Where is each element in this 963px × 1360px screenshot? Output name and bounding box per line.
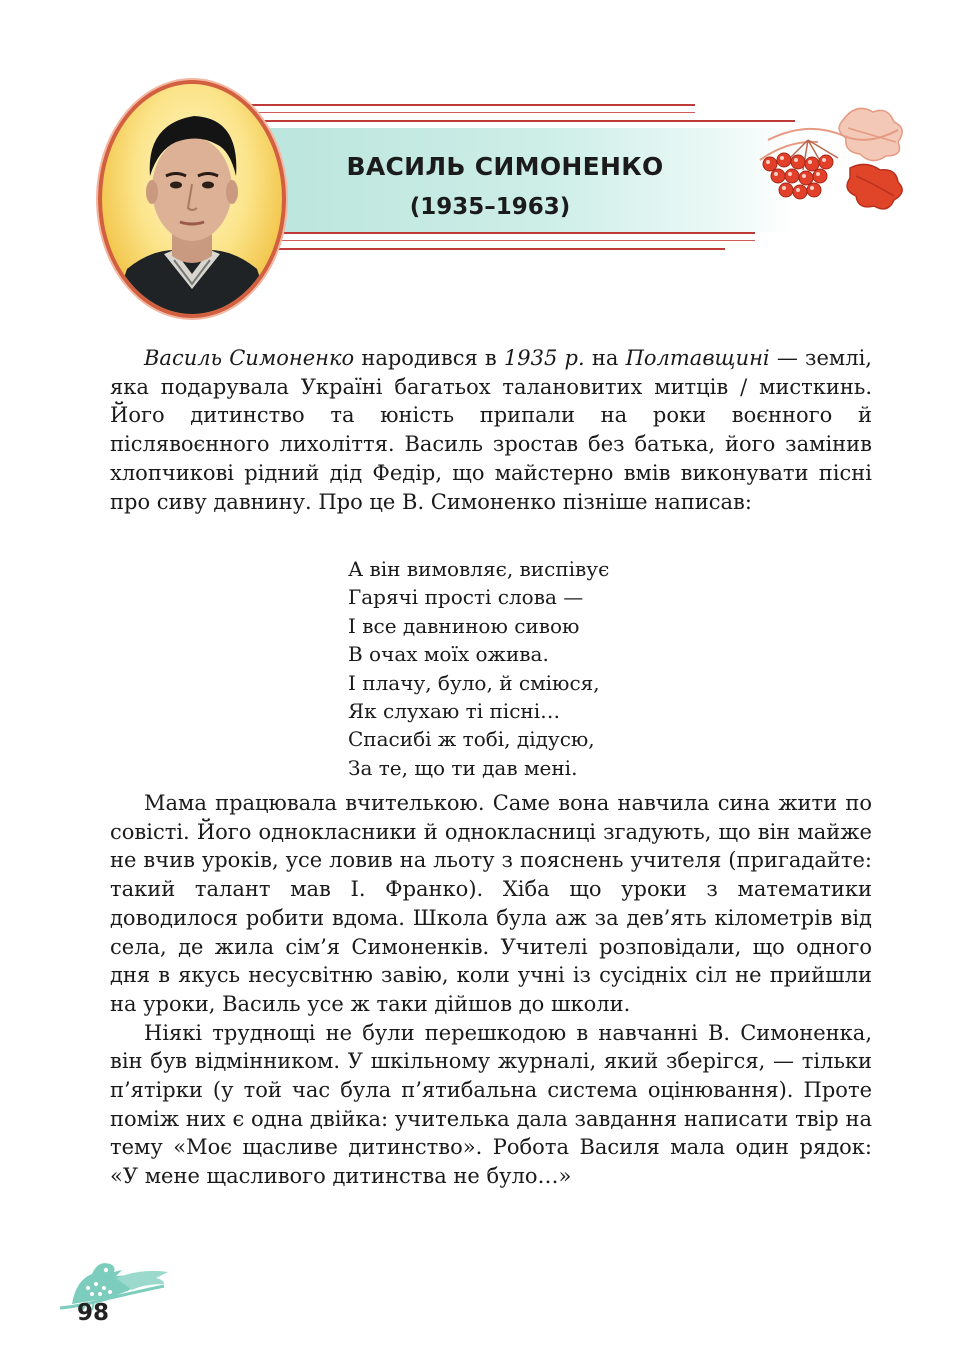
paragraph-1-text-b: на: [584, 346, 626, 370]
paragraph-1-text-a: народився в: [354, 346, 504, 370]
poem-line: А він вимовляє, виспівує: [348, 557, 610, 581]
author-years: (1935–1963): [409, 194, 571, 220]
poem-line: І плачу, було, й сміюся,: [348, 670, 600, 695]
author-name: ВАСИЛЬ СИМОНЕНКО: [346, 152, 664, 181]
chapter-header: [0, 0, 963, 330]
birth-place-italic: Полтавщині: [625, 346, 770, 370]
paragraph-2: Мама працювала вчителькою. Саме вона навчила сина жити по совісті. Його однокласники й однокласниці згадують, що він майже не вчив уроків, усе ловив на льоту з пояснень учителя (пригадайте: такий талант мав І. Франко). Хіба що уроки з математики доводилося робити вдома. Школа була аж за дев’ять кілометрів від села, де жила сім’я Симоненків. Учителі розповідали, що одного дня в якусь несусвітню завію, коли учні із сусідніх сіл не прийшли на уроки, Василь усе ж таки дійшов до школи.: [110, 791, 872, 1016]
header-line-top-3: [235, 120, 795, 122]
page-number: 98: [77, 1300, 110, 1326]
paragraph-intro: [110, 344, 872, 516]
poem-line: Спасибі ж тобі, дідусю,: [348, 727, 595, 752]
portrait-icon: [102, 84, 282, 314]
poem-line: Як слухаю ті пісні…: [348, 699, 561, 724]
poem-line: Гарячі прості слова —: [348, 585, 584, 610]
header-line-bottom-1: [235, 232, 755, 234]
header-line-top-1: [235, 104, 695, 106]
rowan-berries-icon: [748, 100, 908, 215]
bird-icon: [52, 1250, 172, 1312]
portrait: [98, 80, 286, 318]
poem-line: І все давниною сивою: [348, 613, 580, 638]
paragraph-1: [110, 344, 872, 516]
paragraph-1-text-c: — землі, яка подарувала Україні багатьох талановитих митців / мисткинь. Його дитинство та юність припали на роки воєнного й післявоєнного лихоліття. Василь зростав без батька, його замінив хлопчикові рідний дід Федір, що майстерно вмів виконувати пісні про сиву давнину. Про це В. Симоненко пізніше написав:: [110, 346, 872, 514]
birth-year-italic: 1935 р.: [503, 346, 585, 370]
poem-quote: [348, 555, 609, 782]
paragraph-3: Ніякі труднощі не були перешкодою в навчанні В. Симоненка, він був відмінником. У шкільному журналі, який зберігся, — тільки п’ятірки (у той час була п’ятибальна система оцінювання). Проте поміж них є одна двійка: учителька дала завдання написати твір на тему «Моє щасливе дитинство». Робота Василя мала один рядок: «У мене щасливого дитинства не було…»: [110, 1020, 872, 1189]
author-name-italic: Василь Симоненко: [144, 346, 355, 370]
poem-line: За те, що ти дав мені.: [348, 755, 578, 780]
paragraph-school: [110, 789, 872, 1191]
header-line-bottom-3: [225, 248, 725, 250]
header-line-bottom-2: [225, 240, 755, 241]
poem-line: В очах моїх ожива.: [348, 642, 549, 667]
header-line-top-2: [225, 112, 695, 113]
